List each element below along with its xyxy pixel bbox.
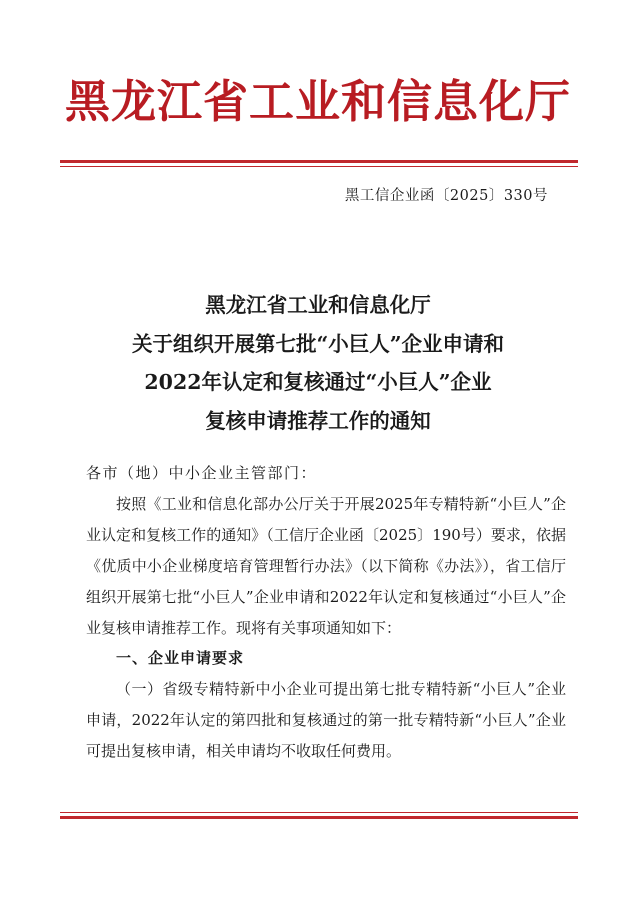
title-line-3: 2022年认定和复核通过“小巨人”企业 [144, 370, 492, 394]
header-rule-thin-line [60, 166, 578, 167]
footer-rule-thin-line [60, 812, 578, 813]
paragraph-intro: 按照《工业和信息化部办公厅关于开展2025年专精特新“小巨人”企业认定和复核工作的通知》（工信厅企业函〔2025〕190号）要求，依据《优质中小企业梯度培育管理暂行办法》（以下简称《办法》），省工信厅组织开展第七批“小巨人”企业申请和2022年认定和复核通过“小巨人”企业复核申请推荐工作。现将有关事项通知如下： [86, 494, 566, 637]
header-red-rule [60, 160, 578, 167]
footer-red-rule [60, 812, 578, 819]
footer-rule-thick-line [60, 816, 578, 819]
title-line-4: 复核申请推荐工作的通知 [205, 408, 431, 433]
header-rule-thick-line [60, 160, 578, 163]
notice-title [0, 286, 636, 440]
title-line-1: 黑龙江省工业和信息化厅 [205, 293, 431, 317]
issuing-authority-header: 黑龙江省工业和信息化厅 [64, 75, 571, 128]
addressee-line: 各市（地）中小企业主管部门： [86, 464, 318, 482]
document-number: 黑工信企业函〔2025〕330号 [344, 188, 548, 204]
section-heading-1: 一、企业申请要求 [116, 649, 245, 668]
notice-body [86, 458, 566, 767]
title-line-2: 关于组织开展第七批“小巨人”企业申请和 [131, 331, 505, 356]
paragraph-requirement-1: （一）省级专精特新中小企业可提出第七批专精特新“小巨人”企业申请，2022年认定的第四批和复核通过的第一批专精特新“小巨人”企业可提出复核申请，相关申请均不收取任何费用。 [86, 680, 566, 761]
